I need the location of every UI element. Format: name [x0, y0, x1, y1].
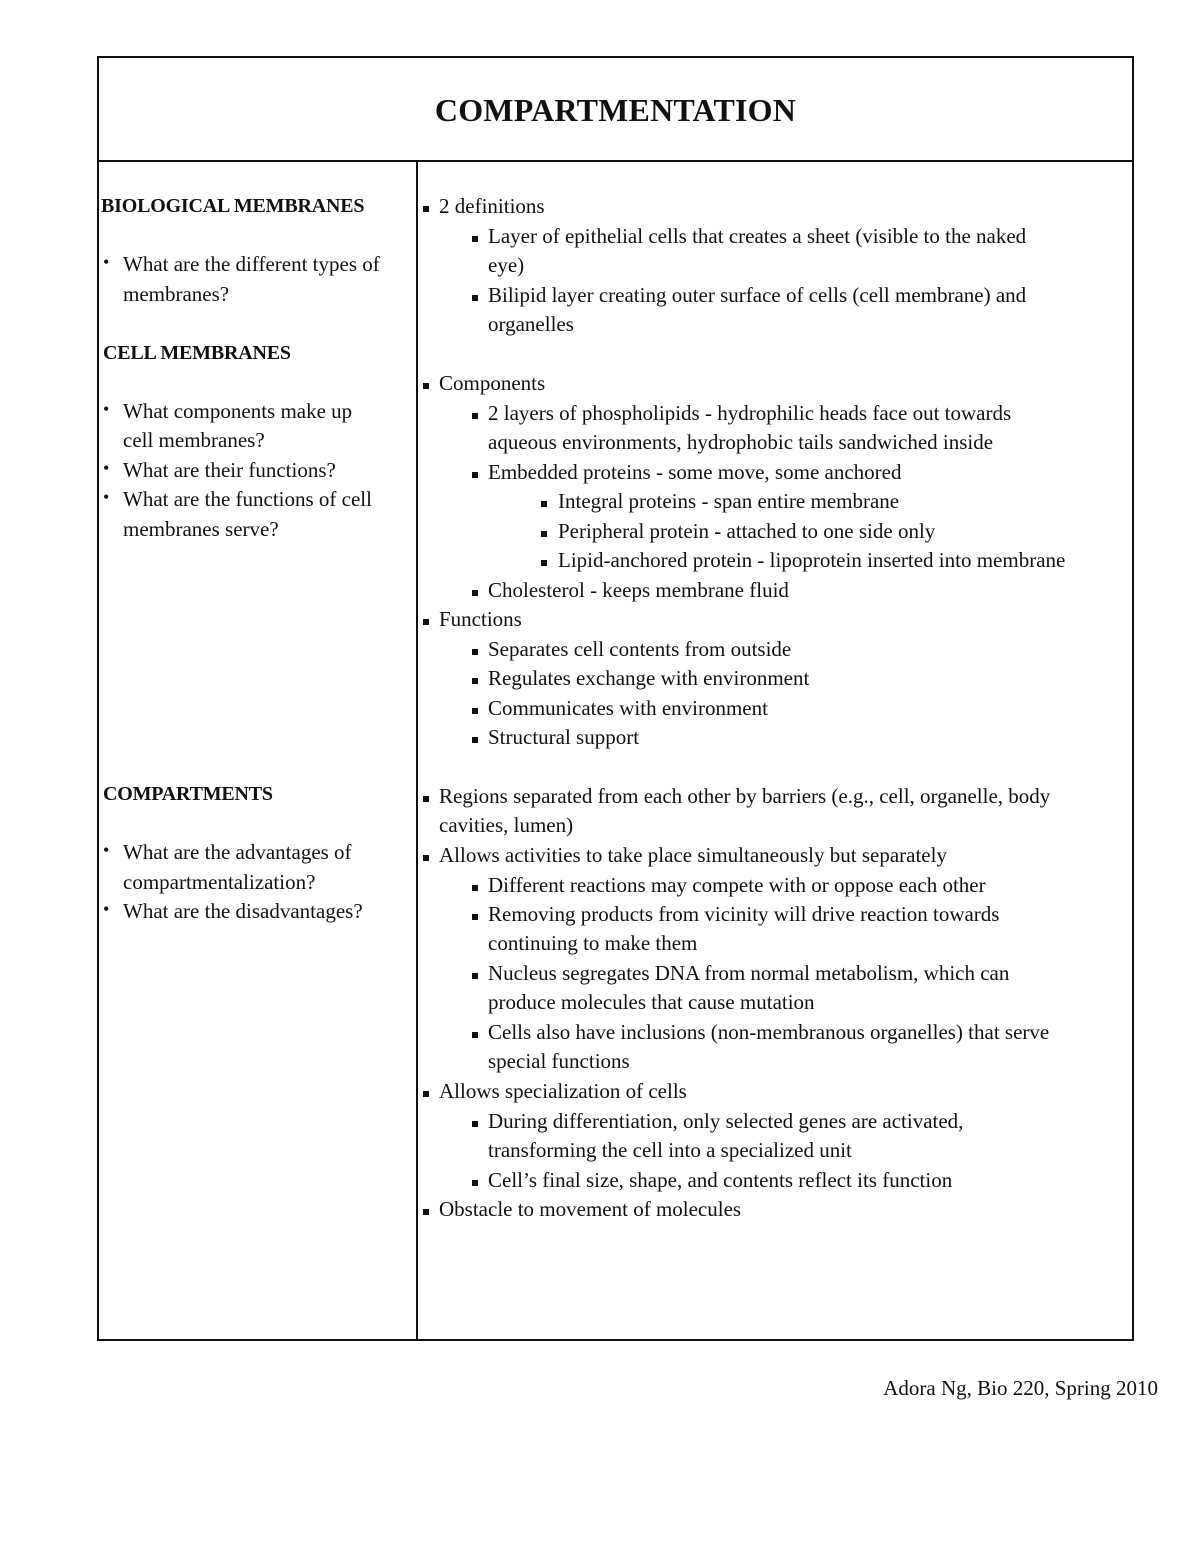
answer-line: Allows activities to take place simultaneously but separately: [439, 843, 947, 867]
answer-line: cavities, lumen): [439, 813, 574, 837]
square-bullet-icon: [541, 531, 547, 537]
answer-line: Components: [439, 371, 546, 395]
answer-line: produce molecules that cause mutation: [488, 990, 815, 1014]
answer-line: Allows specialization of cells: [439, 1079, 687, 1103]
answer-line: Separates cell contents from outside: [488, 637, 792, 661]
answer-line: 2 layers of phospholipids - hydrophilic heads face out towards: [488, 401, 1012, 425]
question-text: compartmentalization?: [123, 870, 316, 894]
answer-line: special functions: [488, 1049, 630, 1073]
square-bullet-icon: [423, 619, 429, 625]
answer-line: Layer of epithelial cells that creates a sheet (visible to the naked: [488, 224, 1027, 248]
author-footer: Adora Ng, Bio 220, Spring 2010: [883, 1376, 1158, 1400]
answer-line: Different reactions may compete with or oppose each other: [488, 873, 986, 897]
bullet-icon: •: [103, 899, 110, 919]
square-bullet-icon: [472, 678, 478, 684]
answer-line: Communicates with environment: [488, 696, 768, 720]
answer-line: Cell’s final size, shape, and contents reflect its function: [488, 1168, 953, 1192]
question-text: What components make up: [123, 399, 353, 423]
square-bullet-icon: [423, 206, 429, 212]
answer-line: Peripheral protein - attached to one side only: [558, 519, 936, 543]
square-bullet-icon: [472, 737, 478, 743]
heading-cell-membranes: CELL MEMBRANES: [103, 342, 291, 364]
answer-line: transforming the cell into a specialized unit: [488, 1138, 852, 1162]
question-text: What are the functions of cell: [123, 487, 372, 511]
square-bullet-icon: [472, 885, 478, 891]
square-bullet-icon: [472, 649, 478, 655]
square-bullet-icon: [472, 973, 478, 979]
answer-line: Obstacle to movement of molecules: [439, 1197, 742, 1221]
page-title: COMPARTMENTATION: [434, 91, 797, 128]
answer-line: organelles: [488, 312, 574, 336]
square-bullet-icon: [472, 708, 478, 714]
answer-line: Removing products from vicinity will drive reaction towards: [488, 902, 1000, 926]
square-bullet-icon: [472, 914, 478, 920]
square-bullet-icon: [541, 560, 547, 566]
square-bullet-icon: [541, 501, 547, 507]
answer-line: During differentiation, only selected genes are activated,: [488, 1109, 964, 1133]
square-bullet-icon: [472, 413, 478, 419]
answer-line: eye): [488, 253, 525, 277]
answer-line: Regions separated from each other by barriers (e.g., cell, organelle, body: [439, 784, 1051, 808]
column-divider: [416, 162, 418, 1339]
square-bullet-icon: [472, 1032, 478, 1038]
answer-line: Nucleus segregates DNA from normal metabolism, which can: [488, 961, 1010, 985]
heading-compartments: COMPARTMENTS: [103, 783, 273, 805]
outline-table: [97, 56, 1134, 1341]
bullet-icon: •: [103, 840, 110, 860]
answer-line: Regulates exchange with environment: [488, 666, 810, 690]
question-text: cell membranes?: [123, 428, 265, 452]
question-text: membranes?: [123, 282, 230, 306]
question-text: What are the disadvantages?: [123, 899, 363, 923]
answer-line: continuing to make them: [488, 931, 698, 955]
bullet-icon: •: [103, 399, 110, 419]
square-bullet-icon: [472, 295, 478, 301]
square-bullet-icon: [423, 855, 429, 861]
square-bullet-icon: [423, 1091, 429, 1097]
answer-line: Bilipid layer creating outer surface of cells (cell membrane) and: [488, 283, 1027, 307]
square-bullet-icon: [472, 472, 478, 478]
square-bullet-icon: [472, 1121, 478, 1127]
square-bullet-icon: [472, 236, 478, 242]
question-text: What are their functions?: [123, 458, 336, 482]
answer-line: Structural support: [488, 725, 640, 749]
answer-line: Lipid-anchored protein - lipoprotein inserted into membrane: [558, 548, 1066, 572]
square-bullet-icon: [423, 796, 429, 802]
answer-line: 2 definitions: [439, 194, 545, 218]
question-text: What are the advantages of: [123, 840, 352, 864]
square-bullet-icon: [423, 383, 429, 389]
heading-biological-membranes: BIOLOGICAL MEMBRANES: [101, 195, 365, 217]
square-bullet-icon: [472, 590, 478, 596]
answer-line: Functions: [439, 607, 522, 631]
question-text: membranes serve?: [123, 517, 279, 541]
bullet-icon: •: [103, 458, 110, 478]
answer-line: Cells also have inclusions (non-membranous organelles) that serve: [488, 1020, 1050, 1044]
bullet-icon: •: [103, 487, 110, 507]
square-bullet-icon: [423, 1209, 429, 1215]
square-bullet-icon: [472, 1180, 478, 1186]
title-row: [99, 58, 1132, 162]
bullet-icon: •: [103, 252, 110, 272]
answer-line: aqueous environments, hydrophobic tails sandwiched inside: [488, 430, 994, 454]
answer-line: Integral proteins - span entire membrane: [558, 489, 900, 513]
question-text: What are the different types of: [123, 252, 380, 276]
answer-line: Cholesterol - keeps membrane fluid: [488, 578, 789, 602]
answer-line: Embedded proteins - some move, some anchored: [488, 460, 902, 484]
